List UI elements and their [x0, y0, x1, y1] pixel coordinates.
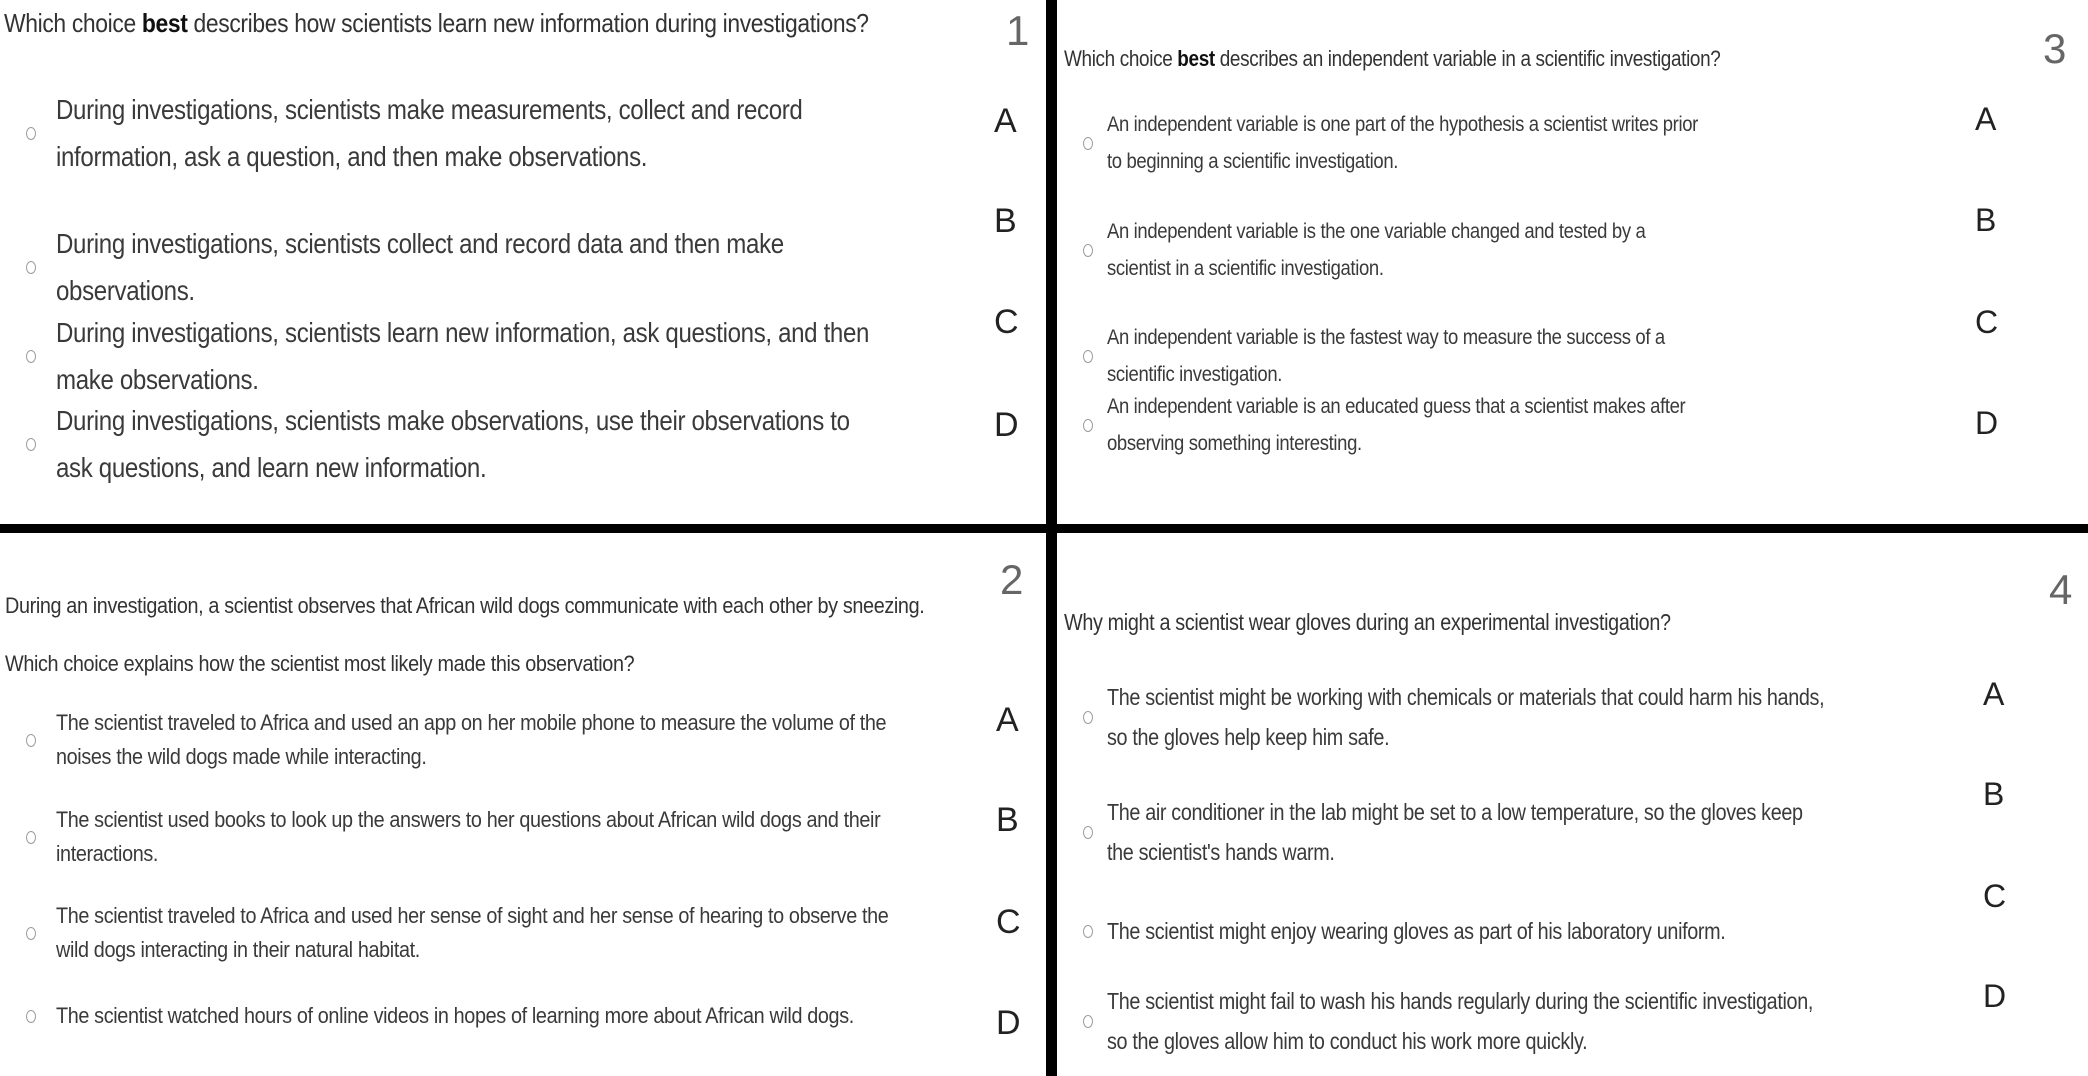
option-text: An independent variable is an educated guess that a scientist makes after observing something interesting.	[1107, 395, 1686, 455]
option-d[interactable]	[1083, 981, 1943, 1061]
question-panel-4	[1057, 533, 2088, 1076]
option-a[interactable]	[26, 706, 986, 774]
option-b[interactable]	[1083, 213, 1783, 287]
option-text: The air conditioner in the lab might be set to a low temperature, so the gloves keep the scientist's hands warm.	[1107, 799, 1803, 865]
question-panel-2	[0, 533, 1046, 1076]
option-letter: D	[996, 1004, 1021, 1042]
radio-button[interactable]	[26, 261, 36, 274]
option-text: An independent variable is one part of the hypothesis a scientist writes prior to beginning a scientific investigation.	[1107, 113, 1698, 173]
option-text: An independent variable is the one variable changed and tested by a scientist in a scientific investigation.	[1107, 220, 1646, 280]
question-panel-3	[1057, 0, 2088, 522]
radio-button[interactable]	[26, 734, 36, 747]
radio-button[interactable]	[26, 831, 36, 844]
question-prompt: During an investigation, a scientist observes that African wild dogs communicate with each other by sneezing.	[5, 593, 925, 618]
radio-button[interactable]	[1083, 826, 1093, 839]
option-d[interactable]	[26, 999, 986, 1033]
option-letter: C	[996, 903, 1021, 941]
question-panel-1	[0, 0, 1046, 524]
option-a[interactable]	[1083, 677, 1943, 757]
option-text: During investigations, scientists learn new information, ask questions, and then make observations.	[56, 317, 870, 395]
option-letter: B	[996, 801, 1019, 839]
question-prompt-line-2: Which choice explains how the scientist most likely made this observation?	[5, 651, 635, 676]
option-a[interactable]	[26, 86, 1006, 180]
option-text: The scientist might be working with chemicals or materials that could harm his hands, so the gloves help keep him safe.	[1107, 684, 1825, 750]
option-text: During investigations, scientists make observations, use their observations to ask questions, and learn new information.	[56, 405, 850, 483]
option-text: The scientist traveled to Africa and used her sense of sight and her sense of hearing to observe the wild dogs interacting in their natural habitat.	[56, 903, 889, 962]
radio-button[interactable]	[26, 927, 36, 940]
option-b[interactable]	[26, 803, 986, 871]
option-text: The scientist used books to look up the answers to her questions about African wild dogs and their interactions.	[56, 807, 881, 866]
vertical-divider	[1046, 0, 1057, 1076]
option-letter: C	[1983, 878, 2007, 914]
radio-button[interactable]	[26, 127, 36, 140]
option-letter: D	[1975, 405, 1999, 441]
horizontal-divider	[0, 524, 2088, 533]
option-text: An independent variable is the fastest way to measure the success of a scientific investigation.	[1107, 326, 1665, 386]
radio-button[interactable]	[26, 1010, 36, 1023]
option-d[interactable]	[26, 397, 1006, 491]
question-number: 3	[2043, 25, 2067, 72]
radio-button[interactable]	[1083, 925, 1093, 938]
question-prompt: Which choice best describes how scientists learn new information during investigations?	[4, 8, 869, 38]
option-letter: B	[994, 202, 1017, 240]
radio-button[interactable]	[1083, 244, 1093, 257]
option-letter: C	[1975, 304, 1999, 340]
option-text: During investigations, scientists make measurements, collect and record information, ask a question, and then make observations.	[56, 94, 803, 172]
option-c[interactable]	[1083, 319, 1783, 393]
option-c[interactable]	[26, 899, 986, 967]
option-letter: A	[1975, 101, 1997, 137]
question-number: 4	[2049, 566, 2073, 613]
question-number: 2	[1000, 556, 1024, 603]
option-c[interactable]	[26, 309, 1006, 403]
option-b[interactable]	[1083, 792, 1943, 872]
question-prompt: Why might a scientist wear gloves during an experimental investigation?	[1064, 609, 1671, 635]
option-b[interactable]	[26, 220, 1006, 314]
option-text: The scientist might fail to wash his hands regularly during the scientific investigation, so the gloves allow him to conduct his work more quickly.	[1107, 988, 1814, 1054]
radio-button[interactable]	[26, 438, 36, 451]
option-text: The scientist watched hours of online videos in hopes of learning more about African wild dogs.	[56, 1003, 854, 1028]
question-prompt: Which choice best describes an independent variable in a scientific investigation?	[1064, 46, 1721, 71]
option-text: During investigations, scientists collect and record data and then make observations.	[56, 228, 784, 306]
radio-button[interactable]	[26, 350, 36, 363]
option-letter: D	[1983, 978, 2007, 1014]
radio-button[interactable]	[1083, 1015, 1093, 1028]
radio-button[interactable]	[1083, 137, 1093, 150]
option-text: The scientist might enjoy wearing gloves as part of his laboratory uniform.	[1107, 918, 1726, 944]
radio-button[interactable]	[1083, 350, 1093, 363]
radio-button[interactable]	[1083, 419, 1093, 432]
radio-button[interactable]	[1083, 711, 1093, 724]
option-letter: D	[994, 406, 1019, 444]
option-d[interactable]	[1083, 388, 1783, 462]
option-letter: B	[1983, 776, 2005, 812]
option-letter: A	[996, 701, 1019, 739]
option-letter: A	[994, 102, 1017, 140]
option-text: The scientist traveled to Africa and used an app on her mobile phone to measure the volume of the noises the wild dogs made while interacting.	[56, 710, 887, 769]
option-letter: C	[994, 303, 1019, 341]
option-letter: A	[1983, 676, 2005, 712]
option-letter: B	[1975, 202, 1997, 238]
question-number: 1	[1006, 7, 1030, 54]
option-c[interactable]	[1083, 911, 1943, 951]
option-a[interactable]	[1083, 106, 1783, 180]
